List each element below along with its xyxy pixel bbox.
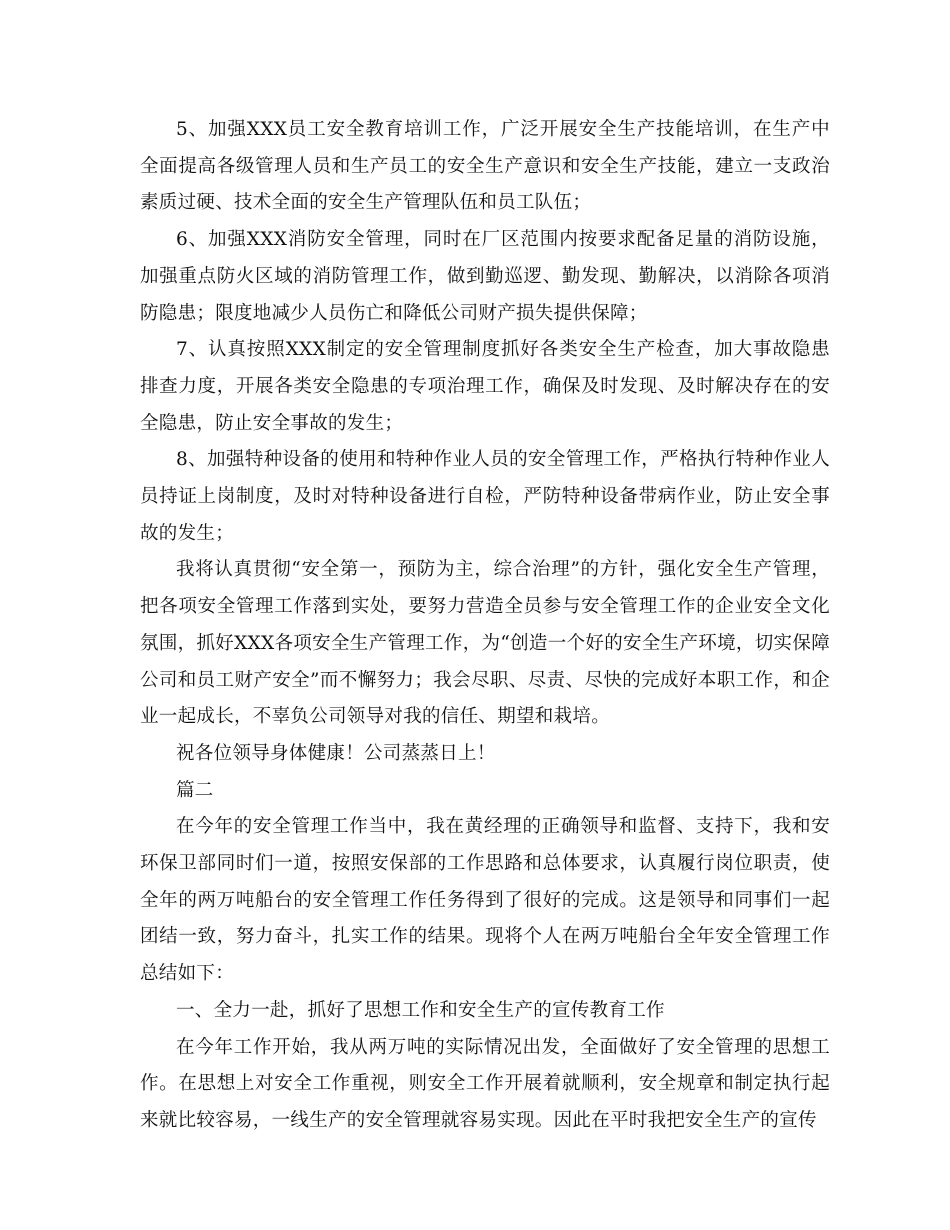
paragraph-item-6: 6、加强XXX消防安全管理，同时在厂区范围内按要求配备足量的消防设施，加强重点防火区域的消防管理工作，做到勤巡逻、勤发现、勤解决，以消除各项消防隐患；限度地减少人员伤亡和降低公司财产损失提供保障； [140, 229, 830, 324]
section-heading-one: 一、全力一赴，抓好了思想工作和安全生产的宣传教育工作 [176, 999, 665, 1021]
paragraph-closing-wish: 祝各位领导身体健康！公司蒸蒸日上！ [176, 742, 496, 764]
paragraph-item-8: 8、加强特种设备的使用和特种作业人员的安全管理工作，严格执行特种作业人员持证上岗制度，及时对特种设备进行自检，严防特种设备带病作业，防止安全事故的发生； [140, 449, 830, 544]
paragraph-intro: 在今年的安全管理工作当中，我在黄经理的正确领导和监督、支持下，我和安环保卫部同时们一道，按照安保部的工作思路和总体要求，认真履行岗位职责，使全年的两万吨船台的安全管理工作任务得到了很好的完成。这是领导和同事们一起团结一致，努力奋斗，扎实工作的结果。现将个人在两万吨船台全年安全管理工作总结如下： [140, 816, 830, 985]
document-body [140, 112, 830, 1140]
paragraph-commitment: 我将认真贯彻“安全第一，预防为主，综合治理”的方针，强化安全生产管理，把各项安全管理工作落到实处，要努力营造全员参与安全管理工作的企业安全文化氛围，抓好XXX各项安全生产管理工作，为“创造一个好的安全生产环境，切实保障公司和员工财产安全”而不懈努力；我会尽职、尽责、尽快的完成好本职工作，和企业一起成长，不辜负公司领导对我的信任、期望和栽培。 [140, 559, 830, 728]
paragraph-section-one-body: 在今年工作开始，我从两万吨的实际情况出发，全面做好了安全管理的思想工作。在思想上对安全工作重视，则安全工作开展着就顺利，安全规章和制定执行起来就比较容易，一线生产的安全管理就容易实现。因此在平时我把安全生产的宣传 [140, 1036, 830, 1131]
paragraph-item-7: 7、认真按照XXX制定的安全管理制度抓好各类安全生产检查，加大事故隐患排查力度，开展各类安全隐患的专项治理工作，确保及时发现、及时解决存在的安全隐患，防止安全事故的发生； [140, 339, 830, 434]
section-heading-part-two: 篇二 [176, 779, 214, 801]
paragraph-item-5: 5、加强XXX员工安全教育培训工作，广泛开展安全生产技能培训，在生产中全面提高各级管理人员和生产员工的安全生产意识和安全生产技能，建立一支政治素质过硬、技术全面的安全生产管理队伍和员工队伍； [140, 119, 830, 214]
